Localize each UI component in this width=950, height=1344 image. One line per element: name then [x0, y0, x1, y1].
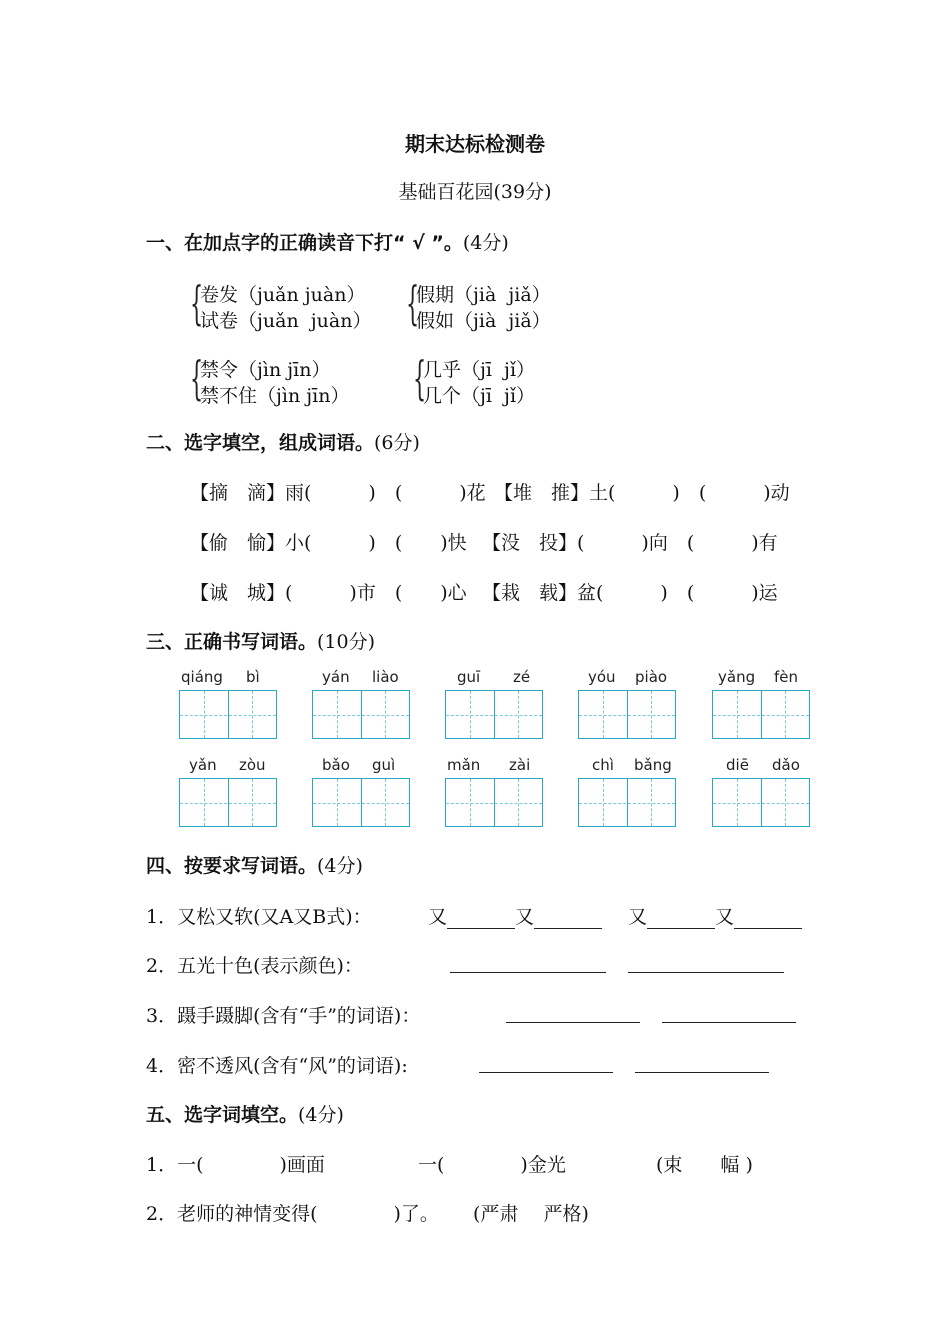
pinyin-label: yán — [322, 668, 350, 686]
pinyin-label: zé — [513, 668, 531, 686]
pinyin-label: zài — [509, 756, 531, 774]
pinyin-label: diē — [726, 756, 749, 774]
answer-line[interactable] — [628, 952, 784, 973]
answer-line[interactable] — [450, 952, 606, 973]
pinyin-label: yǎn — [189, 756, 217, 774]
writing-box[interactable] — [312, 778, 410, 827]
pinyin-label: guī — [457, 668, 481, 686]
pinyin-label: liào — [372, 668, 399, 686]
pinyin-label: zòu — [239, 756, 266, 774]
s1-g4-line2: 几个（jī jǐ） — [423, 385, 536, 407]
s1-g2-line1: 假期（jià jiǎ） — [416, 284, 551, 306]
s4-item4: 4．密不透风(含有“风”的词语): — [146, 1055, 408, 1077]
s1-g3-line2: 禁不住（jìn jīn） — [200, 385, 350, 407]
s5-item2-a: 2．老师的神情变得( )了。 — [146, 1203, 439, 1225]
writing-box[interactable] — [712, 778, 810, 827]
pinyin-label: yóu — [588, 668, 616, 686]
s2-row3-left: 【诚 城】( )市 ( )心 — [190, 582, 467, 604]
s4-item2: 2．五光十色(表示颜色)： — [146, 955, 363, 977]
s5-item1-b: 一( )金光 — [418, 1154, 566, 1176]
writing-box[interactable] — [712, 690, 810, 739]
answer-line[interactable] — [506, 1002, 640, 1023]
pinyin-label: bì — [246, 668, 260, 686]
brace-icon: { — [190, 351, 204, 405]
section-3-heading: 三、正确书写词语。(10分) — [146, 631, 376, 653]
s5-item1-a: 1．一( )画面 — [146, 1154, 325, 1176]
answer-line[interactable] — [662, 1002, 796, 1023]
s4-item1-fill-b: 又 又 — [628, 902, 802, 929]
pinyin-label: dǎo — [772, 756, 800, 774]
section-4-heading: 四、按要求写词语。(4分) — [146, 855, 363, 877]
writing-box[interactable] — [179, 778, 277, 827]
section-2-heading: 二、选字填空，组成词语。(6分) — [146, 432, 420, 454]
answer-line[interactable] — [635, 1052, 769, 1073]
s1-g2-line2: 假如（jià jiǎ） — [416, 310, 551, 332]
s2-row1-right: 【堆 推】土( ) ( )动 — [494, 482, 790, 504]
section-1-heading: 一、在加点字的正确读音下打“ √ ”。(4分) — [146, 232, 509, 254]
s1-g1-line1: 卷发（juǎn juàn） — [200, 284, 366, 306]
pinyin-label: bǎng — [634, 756, 672, 774]
pinyin-label: piào — [635, 668, 668, 686]
pinyin-label: guì — [372, 756, 396, 774]
brace-icon: { — [190, 276, 204, 330]
section-5-heading: 五、选字词填空。(4分) — [146, 1104, 344, 1126]
writing-box[interactable] — [578, 690, 676, 739]
page-subtitle: 基础百花园(39分) — [398, 181, 552, 203]
writing-box[interactable] — [445, 690, 543, 739]
writing-box[interactable] — [179, 690, 277, 739]
writing-box[interactable] — [578, 778, 676, 827]
brace-icon: { — [413, 351, 427, 405]
s1-g4-line1: 几乎（jī jǐ） — [423, 359, 536, 381]
pinyin-label: fèn — [774, 668, 799, 686]
pinyin-label: qiáng — [181, 668, 223, 686]
s2-row3-right: 【栽 载】盆( ) ( )运 — [482, 582, 778, 604]
s5-item2-options: (严肃 严格) — [473, 1203, 589, 1225]
answer-line[interactable] — [479, 1052, 613, 1073]
s4-item1: 1．又松又软(又A又B式)： — [146, 906, 372, 928]
writing-box[interactable] — [312, 690, 410, 739]
page-title: 期末达标检测卷 — [405, 132, 545, 156]
s4-item3: 3．蹑手蹑脚(含有“手”的词语)： — [146, 1005, 421, 1027]
pinyin-label: mǎn — [447, 756, 481, 774]
s2-row2-right: 【没 投】( )向 ( )有 — [482, 532, 778, 554]
s5-item1-options: (束 幅 ) — [656, 1154, 753, 1176]
s1-g3-line1: 禁令（jìn jīn） — [200, 359, 331, 381]
pinyin-label: yǎng — [718, 668, 756, 686]
pinyin-label: bǎo — [322, 756, 350, 774]
s1-g1-line2: 试卷（juǎn juàn） — [200, 310, 372, 332]
pinyin-label: chì — [592, 756, 614, 774]
brace-icon: { — [406, 276, 420, 330]
writing-box[interactable] — [445, 778, 543, 827]
s4-item1-fill-a: 又 又 — [428, 902, 602, 929]
s2-row1-left: 【摘 滴】雨( ) ( )花 — [190, 482, 486, 504]
s2-row2-left: 【偷 愉】小( ) ( )快 — [190, 532, 467, 554]
